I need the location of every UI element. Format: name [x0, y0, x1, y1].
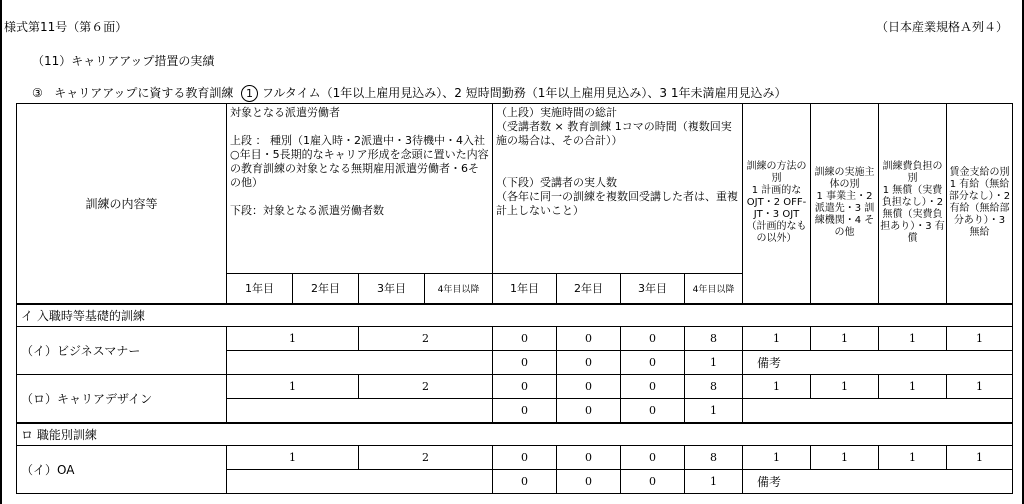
training-table: [16, 103, 1013, 494]
provider-code: 1: [811, 327, 879, 351]
header-content: 訓練の内容等: [17, 104, 227, 304]
year-col-4: 4年目以降: [425, 274, 493, 304]
year-col-7: 3年目: [621, 274, 685, 304]
worker-type-a: 1: [227, 327, 359, 351]
item-line: [32, 84, 786, 102]
hours-lower: 0: [557, 399, 621, 423]
hours-lower: 0: [557, 470, 621, 494]
hours-upper: 0: [621, 327, 685, 351]
item-mark: ③: [32, 86, 43, 100]
hours-lower: 0: [493, 470, 557, 494]
cost-code: 1: [879, 327, 947, 351]
hours-lower: 0: [621, 351, 685, 375]
header-provider: 訓練の実施主体の別 1 事業主・2 派遣先・3 訓練機関・4 その他: [811, 104, 879, 304]
hours-lower: 1: [685, 351, 743, 375]
worker-type-b: 2: [359, 446, 493, 470]
worker-count-cell: [227, 470, 493, 494]
hours-upper: 0: [493, 375, 557, 399]
wage-code: 1: [947, 375, 1013, 399]
method-code: 1: [743, 327, 811, 351]
header-cost: 訓練費負担の別 1 無償（実費負担なし）・2 無償（実費負担あり）・3 有償: [879, 104, 947, 304]
method-code: 1: [743, 446, 811, 470]
year-col-6: 2年目: [557, 274, 621, 304]
worker-type-b: 2: [359, 327, 493, 351]
hours-upper: 0: [493, 446, 557, 470]
hours-upper: 8: [685, 446, 743, 470]
item-options: フルタイム（1年以上雇用見込み）、2 短時間勤務（1年以上雇用見込み）、3 1年未満雇用見込み）: [261, 86, 787, 100]
hours-upper: 0: [557, 375, 621, 399]
item-lead: キャリアアップに資する教育訓練: [54, 86, 234, 100]
hours-upper: 0: [557, 446, 621, 470]
hours-lower: 0: [557, 351, 621, 375]
header-wage: 賃金支給の別 1 有給（無給部分なし）・2 有給（無給部分あり）・3 無給: [947, 104, 1013, 304]
provider-code: 1: [811, 446, 879, 470]
section-title: （11）キャリアアップ措置の実績: [32, 54, 215, 68]
training-row-label: （イ）ビジネスマナー: [17, 327, 227, 375]
worker-type-a: 1: [227, 446, 359, 470]
section-heading: ロ 職能別訓練: [17, 423, 1013, 446]
hours-upper: 8: [685, 327, 743, 351]
wage-code: 1: [947, 327, 1013, 351]
year-col-1: 1年目: [227, 274, 293, 304]
hours-lower: 0: [621, 399, 685, 423]
year-col-2: 2年目: [293, 274, 359, 304]
hours-upper: 8: [685, 375, 743, 399]
hours-lower: 1: [685, 399, 743, 423]
hours-lower: 1: [685, 470, 743, 494]
method-code: 1: [743, 375, 811, 399]
year-col-3: 3年目: [359, 274, 425, 304]
year-col-8: 4年目以降: [685, 274, 743, 304]
year-col-5: 1年目: [493, 274, 557, 304]
training-row-label: （イ）OA: [17, 446, 227, 494]
provider-code: 1: [811, 375, 879, 399]
remark-label: 備考: [743, 470, 1013, 494]
remark-label: 備考: [743, 351, 1013, 375]
hours-upper: 0: [493, 327, 557, 351]
hours-lower: 0: [493, 399, 557, 423]
hours-lower: 0: [493, 351, 557, 375]
worker-count-cell: [227, 351, 493, 375]
hours-upper: 0: [557, 327, 621, 351]
cost-code: 1: [879, 375, 947, 399]
form-number: 様式第11号（第６面）: [4, 20, 128, 34]
cost-code: 1: [879, 446, 947, 470]
wage-code: 1: [947, 446, 1013, 470]
header-hours: （上段）実施時間の総計 （受講者数 × 教育訓練 1コマの時間（複数回実施の場合は、その合計）） （下段）受講者の実人数 （各年に同一の訓練を複数回受講した者は、重複計上しないこと）: [493, 104, 743, 274]
hours-lower: 0: [621, 470, 685, 494]
section-heading: イ 入職時等基礎的訓練: [17, 304, 1013, 327]
worker-type-a: 1: [227, 375, 359, 399]
selected-option-circle: 1: [241, 85, 258, 102]
worker-type-b: 2: [359, 375, 493, 399]
header-method: 訓練の方法の別 1 計画的なOJT・2 OFF-JT・3 OJT（計画的なもの以外）: [743, 104, 811, 304]
hours-upper: 0: [621, 446, 685, 470]
paper-standard: （日本産業規格Ａ列４）: [875, 20, 1008, 34]
worker-count-cell: [227, 399, 493, 423]
hours-upper: 0: [621, 375, 685, 399]
remark-cell: [743, 399, 1013, 423]
training-row-label: （ロ）キャリアデザイン: [17, 375, 227, 423]
header-workers: 対象となる派遣労働者 上段 ： 種別（1雇入時・2派遣中・3待機中・4入社○年目・5長期的なキャリア形成を念頭に置いた内容の教育訓練の対象となる無期雇用派遣労働者・6その他） 下段：対象となる派遣労働者数: [227, 104, 493, 274]
